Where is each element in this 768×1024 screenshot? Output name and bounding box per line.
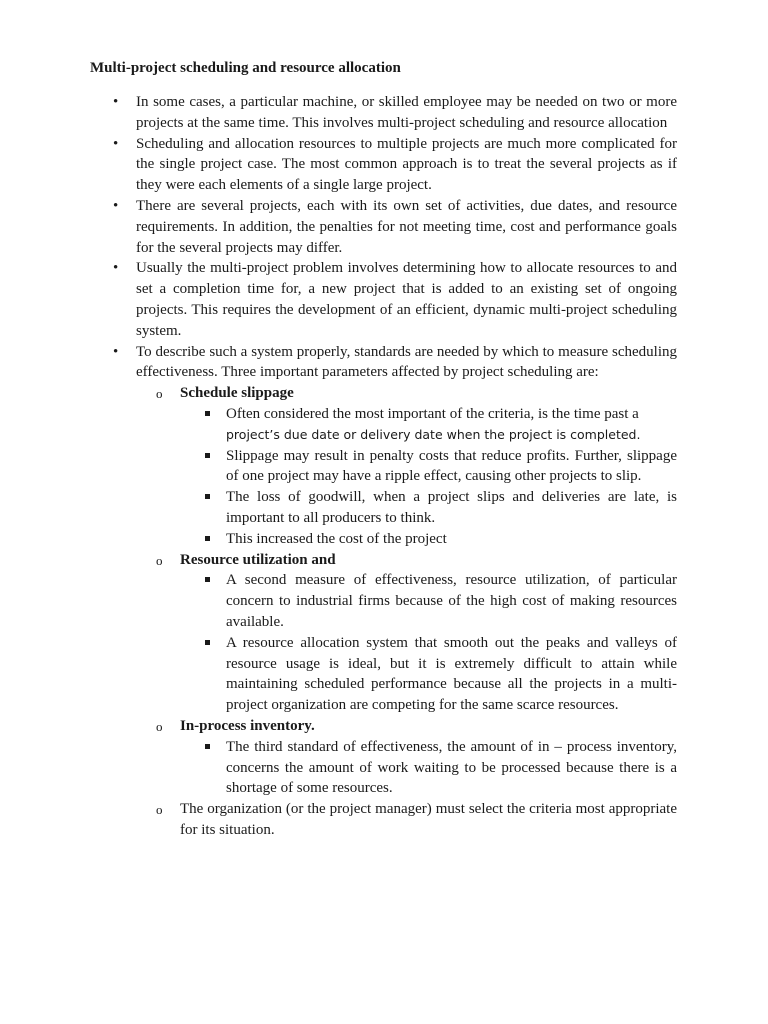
circle-marker: o bbox=[156, 718, 163, 734]
parameter-resource-utilization bbox=[156, 550, 677, 716]
sub-bullet-item bbox=[226, 737, 677, 799]
bullet-marker: • bbox=[113, 197, 119, 214]
bullet-text: There are several projects, each with its own set of activities, due dates, and resource requirements. In addition, the penalties for not meeting time, cost and performance goals for the several projects may differ. bbox=[136, 197, 677, 256]
parameter-title: In-process inventory. bbox=[180, 717, 315, 734]
sub-bullet-item bbox=[226, 633, 677, 716]
bullet-marker: • bbox=[113, 260, 119, 277]
bullet-item-1 bbox=[0, 92, 677, 134]
circle-marker: o bbox=[156, 802, 163, 818]
page-title: Multi-project scheduling and resource allocation bbox=[90, 60, 401, 76]
circle-marker: o bbox=[156, 552, 163, 568]
square-marker bbox=[205, 536, 210, 541]
square-marker bbox=[205, 494, 210, 499]
sub-bullet-list bbox=[180, 570, 677, 716]
bullet-item-5 bbox=[0, 342, 677, 841]
sub-bullet-text: The loss of goodwill, when a project slips and deliveries are late, is important to all producers to think. bbox=[226, 489, 677, 526]
bullet-marker: • bbox=[113, 94, 119, 110]
sub-bullet-item bbox=[226, 529, 677, 550]
parameter-title: Schedule slippage bbox=[180, 385, 294, 402]
bullet-marker: • bbox=[113, 135, 119, 152]
parameter-in-process-inventory bbox=[156, 716, 677, 799]
parameter-schedule-slippage bbox=[156, 383, 677, 549]
main-bullet-list bbox=[0, 92, 768, 841]
square-marker bbox=[205, 744, 210, 749]
bullet-text: In some cases, a particular machine, or skilled employee may be needed on two or more projects at the same time. This involves multi-project scheduling and resource allocation bbox=[136, 94, 677, 131]
sub-bullet-item bbox=[226, 570, 677, 632]
sub-bullet-text: Often considered the most important of the criteria, is the time past a bbox=[226, 405, 639, 422]
circle-marker: o bbox=[156, 386, 163, 402]
sub-bullet-list bbox=[180, 404, 677, 550]
bullet-marker: • bbox=[113, 343, 119, 360]
bullet-item-2 bbox=[0, 134, 677, 196]
bullet-text: Scheduling and allocation resources to multiple projects are much more complicated for the single project case. The most common approach is to treat the several projects as if they were each elements of a single large project. bbox=[136, 135, 677, 194]
square-marker bbox=[205, 577, 210, 582]
sub-bullet-text: This increased the cost of the project bbox=[226, 530, 447, 547]
sub-bullet-text: Slippage may result in penalty costs that reduce profits. Further, slippage of one project may have a ripple effect, causing other projects to slip. bbox=[226, 447, 677, 485]
parameter-list bbox=[136, 383, 677, 841]
sub-bullet-text: A second measure of effectiveness, resource utilization, of particular concern to industrial firms because of the high cost of making resources available. bbox=[226, 572, 677, 630]
sub-bullet-item bbox=[226, 404, 677, 446]
square-marker bbox=[205, 453, 210, 458]
bullet-text: Usually the multi-project problem involves determining how to allocate resources to and set a completion time for, a new project that is added to an existing set of ongoing projects. This requires the development of an efficient, dynamic multi-project scheduling system. bbox=[136, 260, 677, 339]
square-marker bbox=[205, 640, 210, 645]
bullet-text: To describe such a system properly, standards are needed by which to measure scheduling effectiveness. Three important parameters affected by project scheduling are: bbox=[136, 343, 677, 381]
sub-bullet-text: The third standard of effectiveness, the amount of in – process inventory, concerns the amount of work waiting to be processed because there is a shortage of some resources. bbox=[226, 738, 677, 797]
sub-bullet-item bbox=[226, 446, 677, 488]
parameter-title: Resource utilization and bbox=[180, 551, 336, 568]
sub-bullet-list bbox=[180, 737, 677, 799]
parameter-closing-note bbox=[156, 799, 677, 841]
sub-bullet-item bbox=[226, 487, 677, 529]
closing-note-text: The organization (or the project manager) must select the criteria most appropriate for its situation. bbox=[180, 801, 677, 838]
sub-bullet-text-continued: project’s due date or delivery date when the project is completed. bbox=[226, 426, 641, 442]
sub-bullet-text: A resource allocation system that smooth out the peaks and valleys of resource usage is ideal, but it is extremely difficult to attain while maintaining scheduled performance because all the projects in a multi-project organization are competing for the same scarce resources. bbox=[226, 634, 677, 714]
bullet-item-3 bbox=[0, 196, 677, 258]
bullet-item-4 bbox=[0, 258, 677, 341]
square-marker bbox=[205, 411, 210, 416]
